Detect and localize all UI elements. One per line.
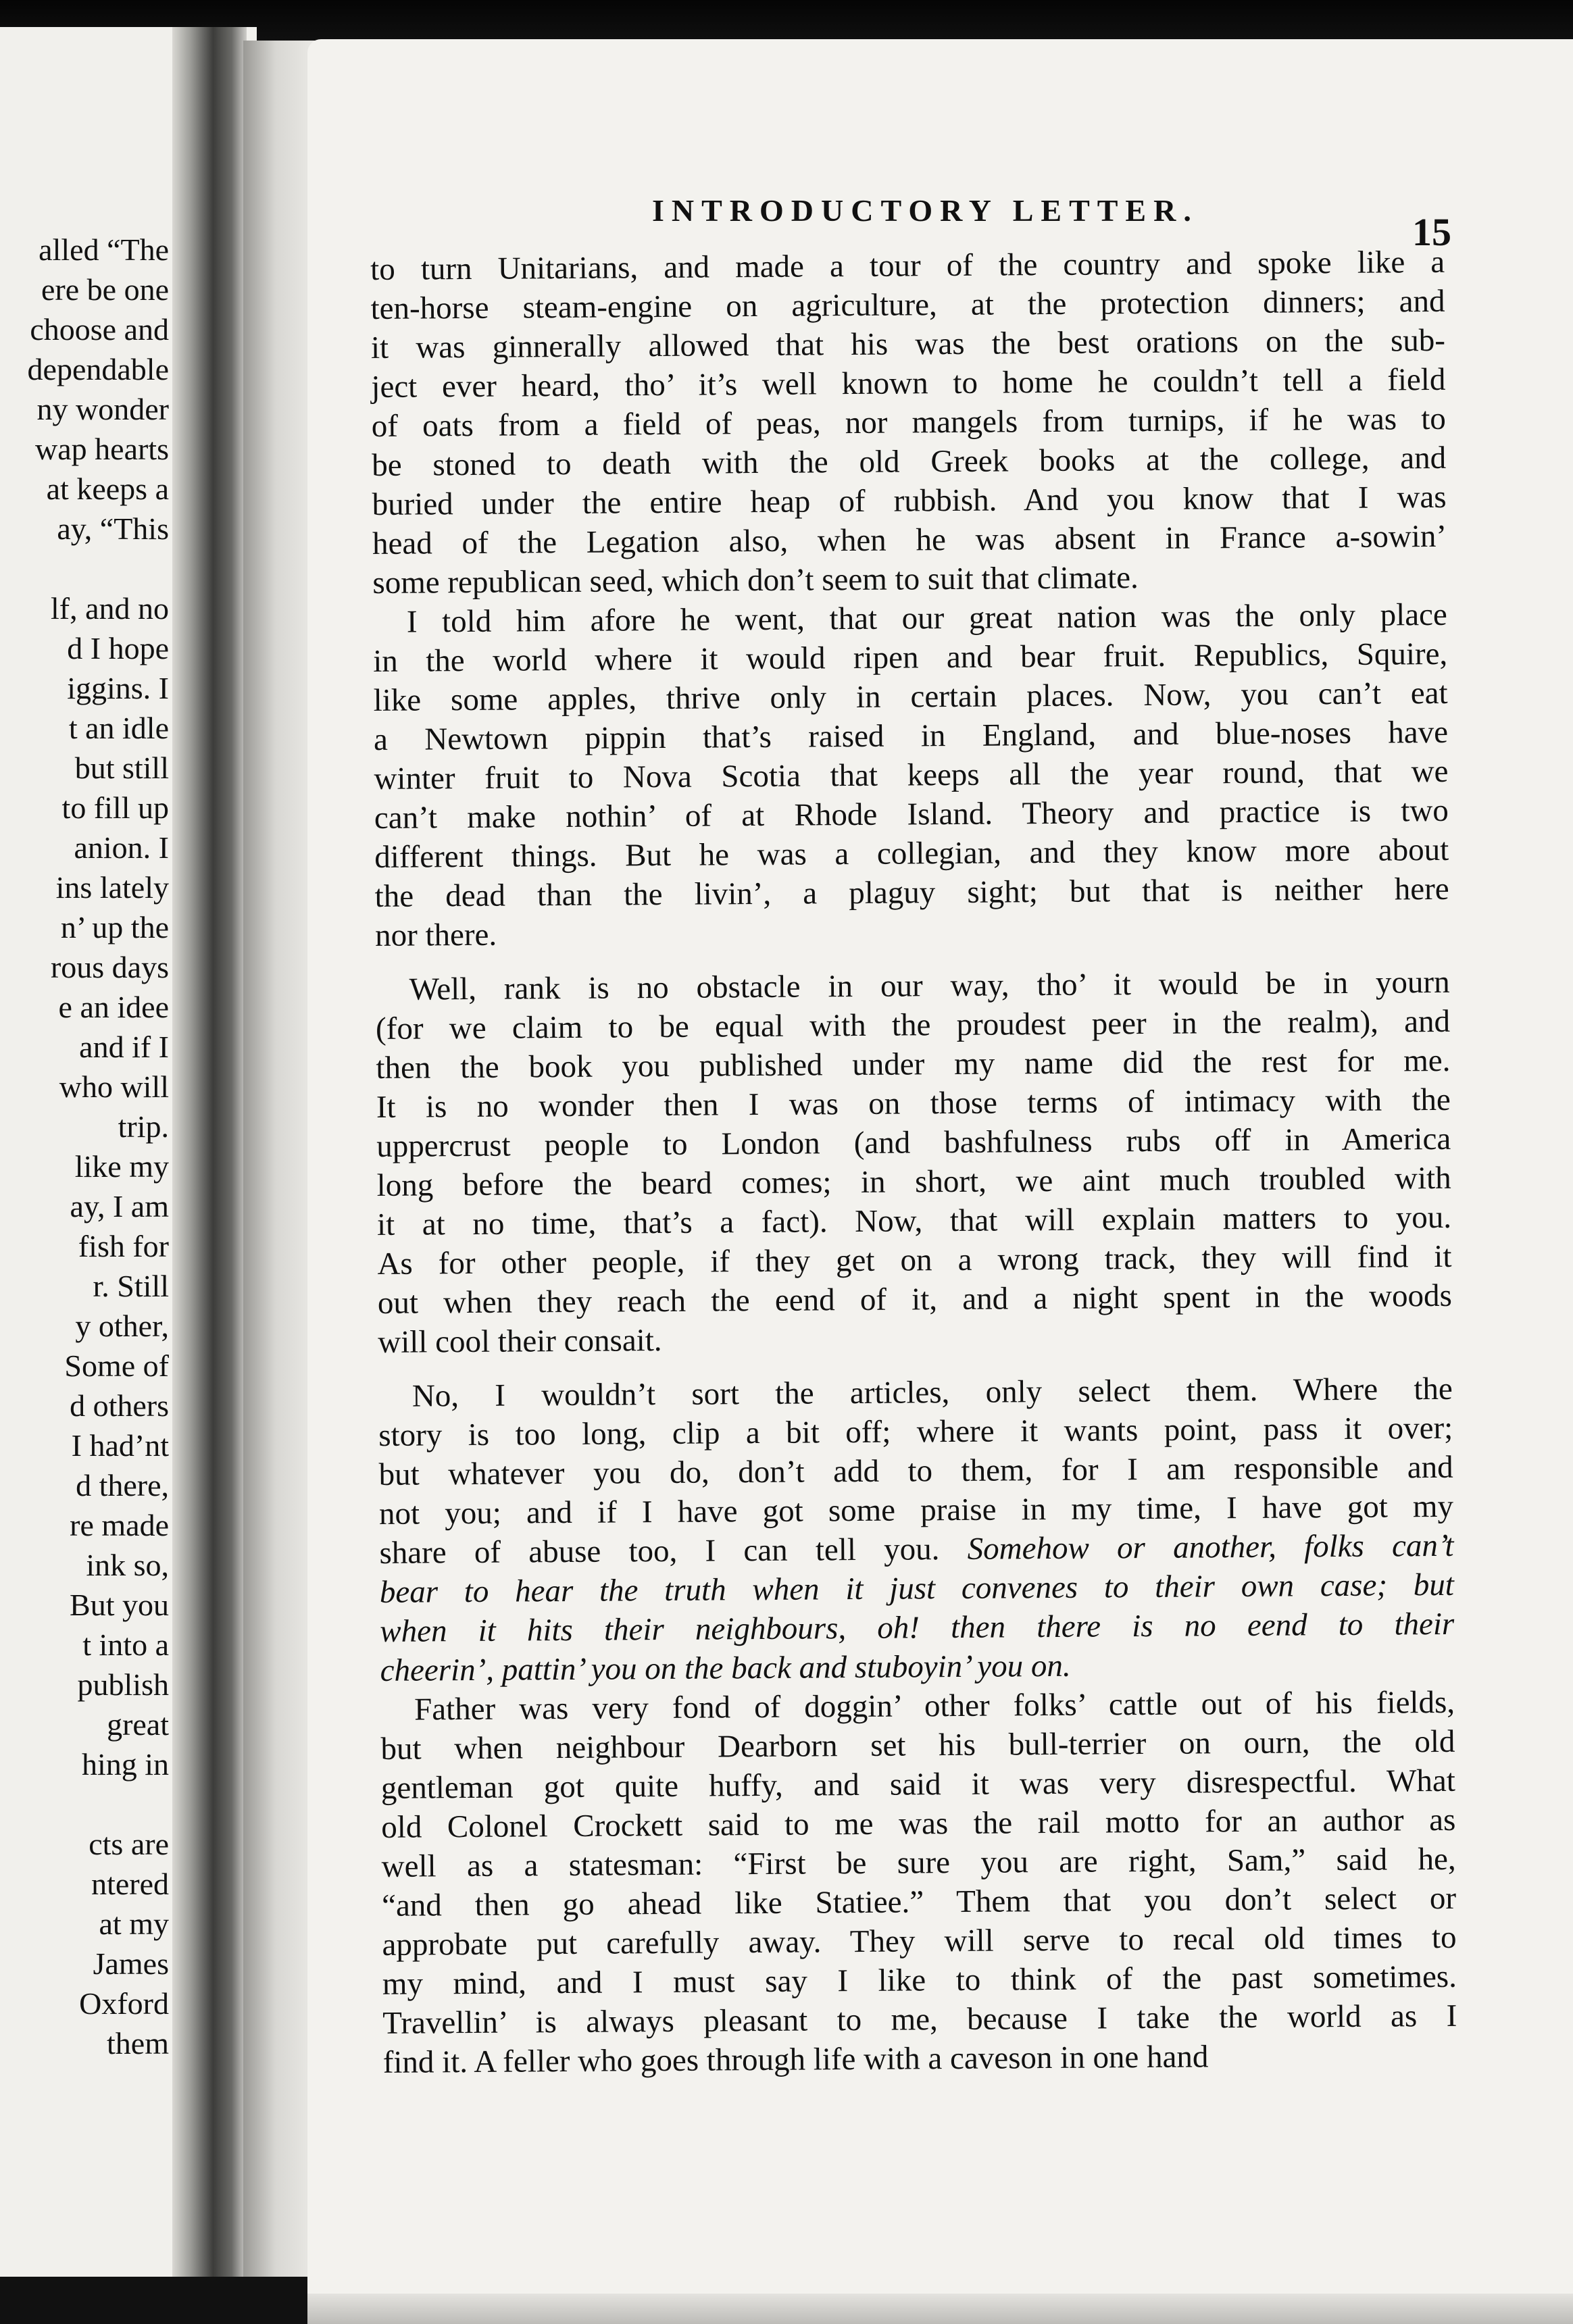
left-page-line: ny wonder	[36, 392, 169, 426]
line-text: I told him afore he went, that our great nation was the only place	[406, 597, 1447, 640]
line-text: buried under the entire heap of rubbish. And you know that I was	[372, 479, 1447, 522]
left-page-line: alled “The	[39, 232, 169, 267]
left-page-line: lf, and no	[50, 591, 169, 626]
left-page-line: n’ up the	[60, 910, 169, 944]
line-text: some republican seed, which don’t seem to suit that climate.	[372, 560, 1139, 601]
left-page-line: d others	[70, 1388, 169, 1423]
line-text: nor there.	[374, 917, 497, 953]
line-text: winter fruit to Nova Scotia that keeps all the year round, that we	[374, 753, 1449, 797]
left-page-line: ay, “This	[57, 511, 169, 546]
line-text: it was ginnerally allowed that his was the best orations on the sub-	[370, 322, 1446, 365]
text-line	[378, 1276, 1452, 1323]
left-page-line: r. Still	[93, 1269, 169, 1303]
line-text: different things. But he was a collegian, and they know more about	[374, 832, 1449, 875]
left-page-line: ntered	[91, 1867, 169, 1901]
line-text: then the book you published under my name did the rest for me.	[376, 1042, 1451, 1086]
page-bottom-edge	[307, 2294, 1573, 2324]
left-page-line: ere be one	[41, 272, 169, 307]
left-page-line: at keeps a	[46, 472, 169, 506]
italic-text: bear to hear the truth when it just convenes to their own case; but	[379, 1567, 1455, 1610]
left-page-line: cts are	[89, 1827, 169, 1861]
line-text: of oats from a field of peas, nor mangels from turnips, if he was to	[371, 401, 1446, 444]
left-page-line: d there,	[76, 1468, 169, 1502]
line-text: but whatever you do, don’t add to them, for I am responsible and	[378, 1449, 1453, 1492]
line-text: the dead than the livin’, a plaguy sight; but that is neither here	[374, 871, 1449, 914]
left-page-line: wap hearts	[35, 432, 169, 466]
left-page-line: d I hope	[67, 631, 169, 665]
line-text: gentleman got quite huffy, and said it was very disrespectful. What	[380, 1763, 1456, 1806]
left-page-line	[0, 1784, 169, 1824]
book-gutter	[172, 27, 247, 2277]
page-number: 15	[1412, 210, 1451, 254]
line-text: share of abuse too, I can tell you.	[379, 1532, 940, 1571]
left-page-line: Some of	[64, 1348, 169, 1383]
left-page-line	[0, 549, 169, 588]
left-page-text	[0, 230, 169, 2063]
left-page-line: rous days	[50, 950, 169, 984]
line-text: Travellin’ is always pleasant to me, because I take the world as I	[382, 1998, 1457, 2041]
left-page-line: at my	[99, 1906, 169, 1941]
left-page-line: ins lately	[55, 870, 169, 905]
left-page-line: hing in	[81, 1747, 169, 1782]
left-page-line: ay, I am	[70, 1189, 169, 1223]
text-line	[382, 1996, 1457, 2043]
line-text: “and then go ahead like Statiee.” Them that you don’t select or	[381, 1880, 1457, 1923]
left-page-line: fish for	[78, 1229, 169, 1263]
line-text: ject ever heard, tho’ it’s well known to home he couldn’t tell a field	[371, 361, 1446, 405]
left-page-line: I had’nt	[71, 1428, 169, 1463]
line-text: As for other people, if they get on a wrong track, they will find it	[377, 1238, 1452, 1282]
line-text: like some apples, thrive only in certain places. Now, you can’t eat	[373, 675, 1448, 718]
left-page-line: choose and	[30, 312, 169, 347]
line-text: can’t make nothin’ of at Rhode Island. Theory and practice is two	[374, 792, 1449, 836]
line-text: find it. A feller who goes through life with a caveson in one hand	[382, 2039, 1209, 2080]
text-line	[380, 1605, 1454, 1651]
left-page-line: ink so,	[86, 1548, 169, 1582]
line-text: long before the beard comes; in short, we aint much troubled with	[376, 1160, 1451, 1203]
line-text: but when neighbour Dearborn set his bull-terrier on ourn, the old	[380, 1723, 1455, 1767]
line-text: (for we claim to be equal with the proudest peer in the realm), and	[375, 1003, 1451, 1046]
left-page-line: who will	[59, 1069, 169, 1104]
left-page-line: great	[107, 1707, 169, 1742]
left-page-line: like my	[74, 1149, 169, 1184]
left-page-line: them	[107, 2026, 169, 2061]
left-page-line: anion. I	[74, 830, 169, 865]
left-page-line: t into a	[82, 1627, 169, 1662]
left-page-line: James	[93, 1946, 169, 1981]
left-page-line: to fill up	[61, 790, 169, 825]
left-page-line: dependable	[27, 352, 169, 386]
line-text: out when they reach the eend of it, and a night spent in the woods	[377, 1278, 1453, 1321]
running-head: INTRODUCTORY LETTER.	[652, 193, 1199, 228]
line-text: Well, rank is no obstacle in our way, tho’ it would be in yourn	[409, 964, 1450, 1007]
left-page-line: e an idee	[58, 990, 169, 1024]
text-line	[375, 909, 1449, 955]
italic-text: cheerin’, pattin’ you on the back and stuboyin’ you on.	[380, 1648, 1071, 1688]
line-text: be stoned to death with the old Greek books at the college, and	[372, 440, 1447, 483]
line-text: uppercrust people to London (and bashfulness rubs off in America	[376, 1121, 1451, 1164]
left-page-line: t an idle	[68, 711, 169, 745]
left-page-line: but still	[74, 751, 169, 785]
left-page-line: re made	[70, 1508, 169, 1542]
text-line	[383, 2036, 1457, 2082]
line-text: It is no wonder then I was on those terms of intimacy with the	[376, 1082, 1451, 1125]
body-text	[370, 243, 1457, 2082]
italic-text: Somehow or another, folks can’t	[967, 1527, 1454, 1567]
line-text: a Newtown pippin that’s raised in England, and blue-noses have	[373, 714, 1449, 757]
italic-text: when it hits their neighbours, oh! then there is no eend to their	[380, 1606, 1455, 1649]
left-page-line: But you	[70, 1588, 169, 1622]
left-page-line: Oxford	[79, 1986, 169, 2021]
text-line	[372, 517, 1447, 563]
line-text: in the world where it would ripen and bear fruit. Republics, Squire,	[373, 636, 1448, 679]
left-page-line: and if I	[79, 1030, 169, 1064]
line-text: No, I wouldn’t sort the articles, only select them. Where the	[411, 1371, 1453, 1414]
line-text: it at no time, that’s a fact). Now, that will explain matters to you.	[376, 1199, 1452, 1242]
line-text: to turn Unitarians, and made a tour of the country and spoke like a	[370, 244, 1445, 287]
line-text: not you; and if I have got some praise in my time, I have got my	[378, 1488, 1454, 1532]
text-line	[374, 869, 1449, 916]
line-text: will cool their consait.	[378, 1323, 662, 1360]
line-text: head of the Legation also, when he was absent in France a-sowin’	[372, 518, 1447, 561]
text-line	[378, 1315, 1452, 1362]
line-text: approbate put carefully away. They will serve to recal old times to	[382, 1919, 1457, 1963]
line-text: old Colonel Crockett said to me was the rail motto for an author as	[381, 1802, 1456, 1845]
line-text: Father was very fond of doggin’ other folks’ cattle out of his fields,	[414, 1684, 1455, 1727]
line-text: story is too long, clip a bit off; where it wants point, pass it over;	[378, 1410, 1453, 1453]
left-page-line: publish	[77, 1667, 169, 1702]
line-text: ten-horse steam-engine on agriculture, at the protection dinners; and	[370, 283, 1445, 326]
left-page-line: trip.	[118, 1109, 169, 1144]
left-page-line: y other,	[75, 1309, 169, 1343]
line-text: well as a statesman: “First be sure you are right, Sam,” said he,	[381, 1841, 1456, 1884]
left-page-line: iggins. I	[67, 671, 169, 705]
line-text: my mind, and I must say I like to think of the past sometimes.	[382, 1959, 1457, 2002]
